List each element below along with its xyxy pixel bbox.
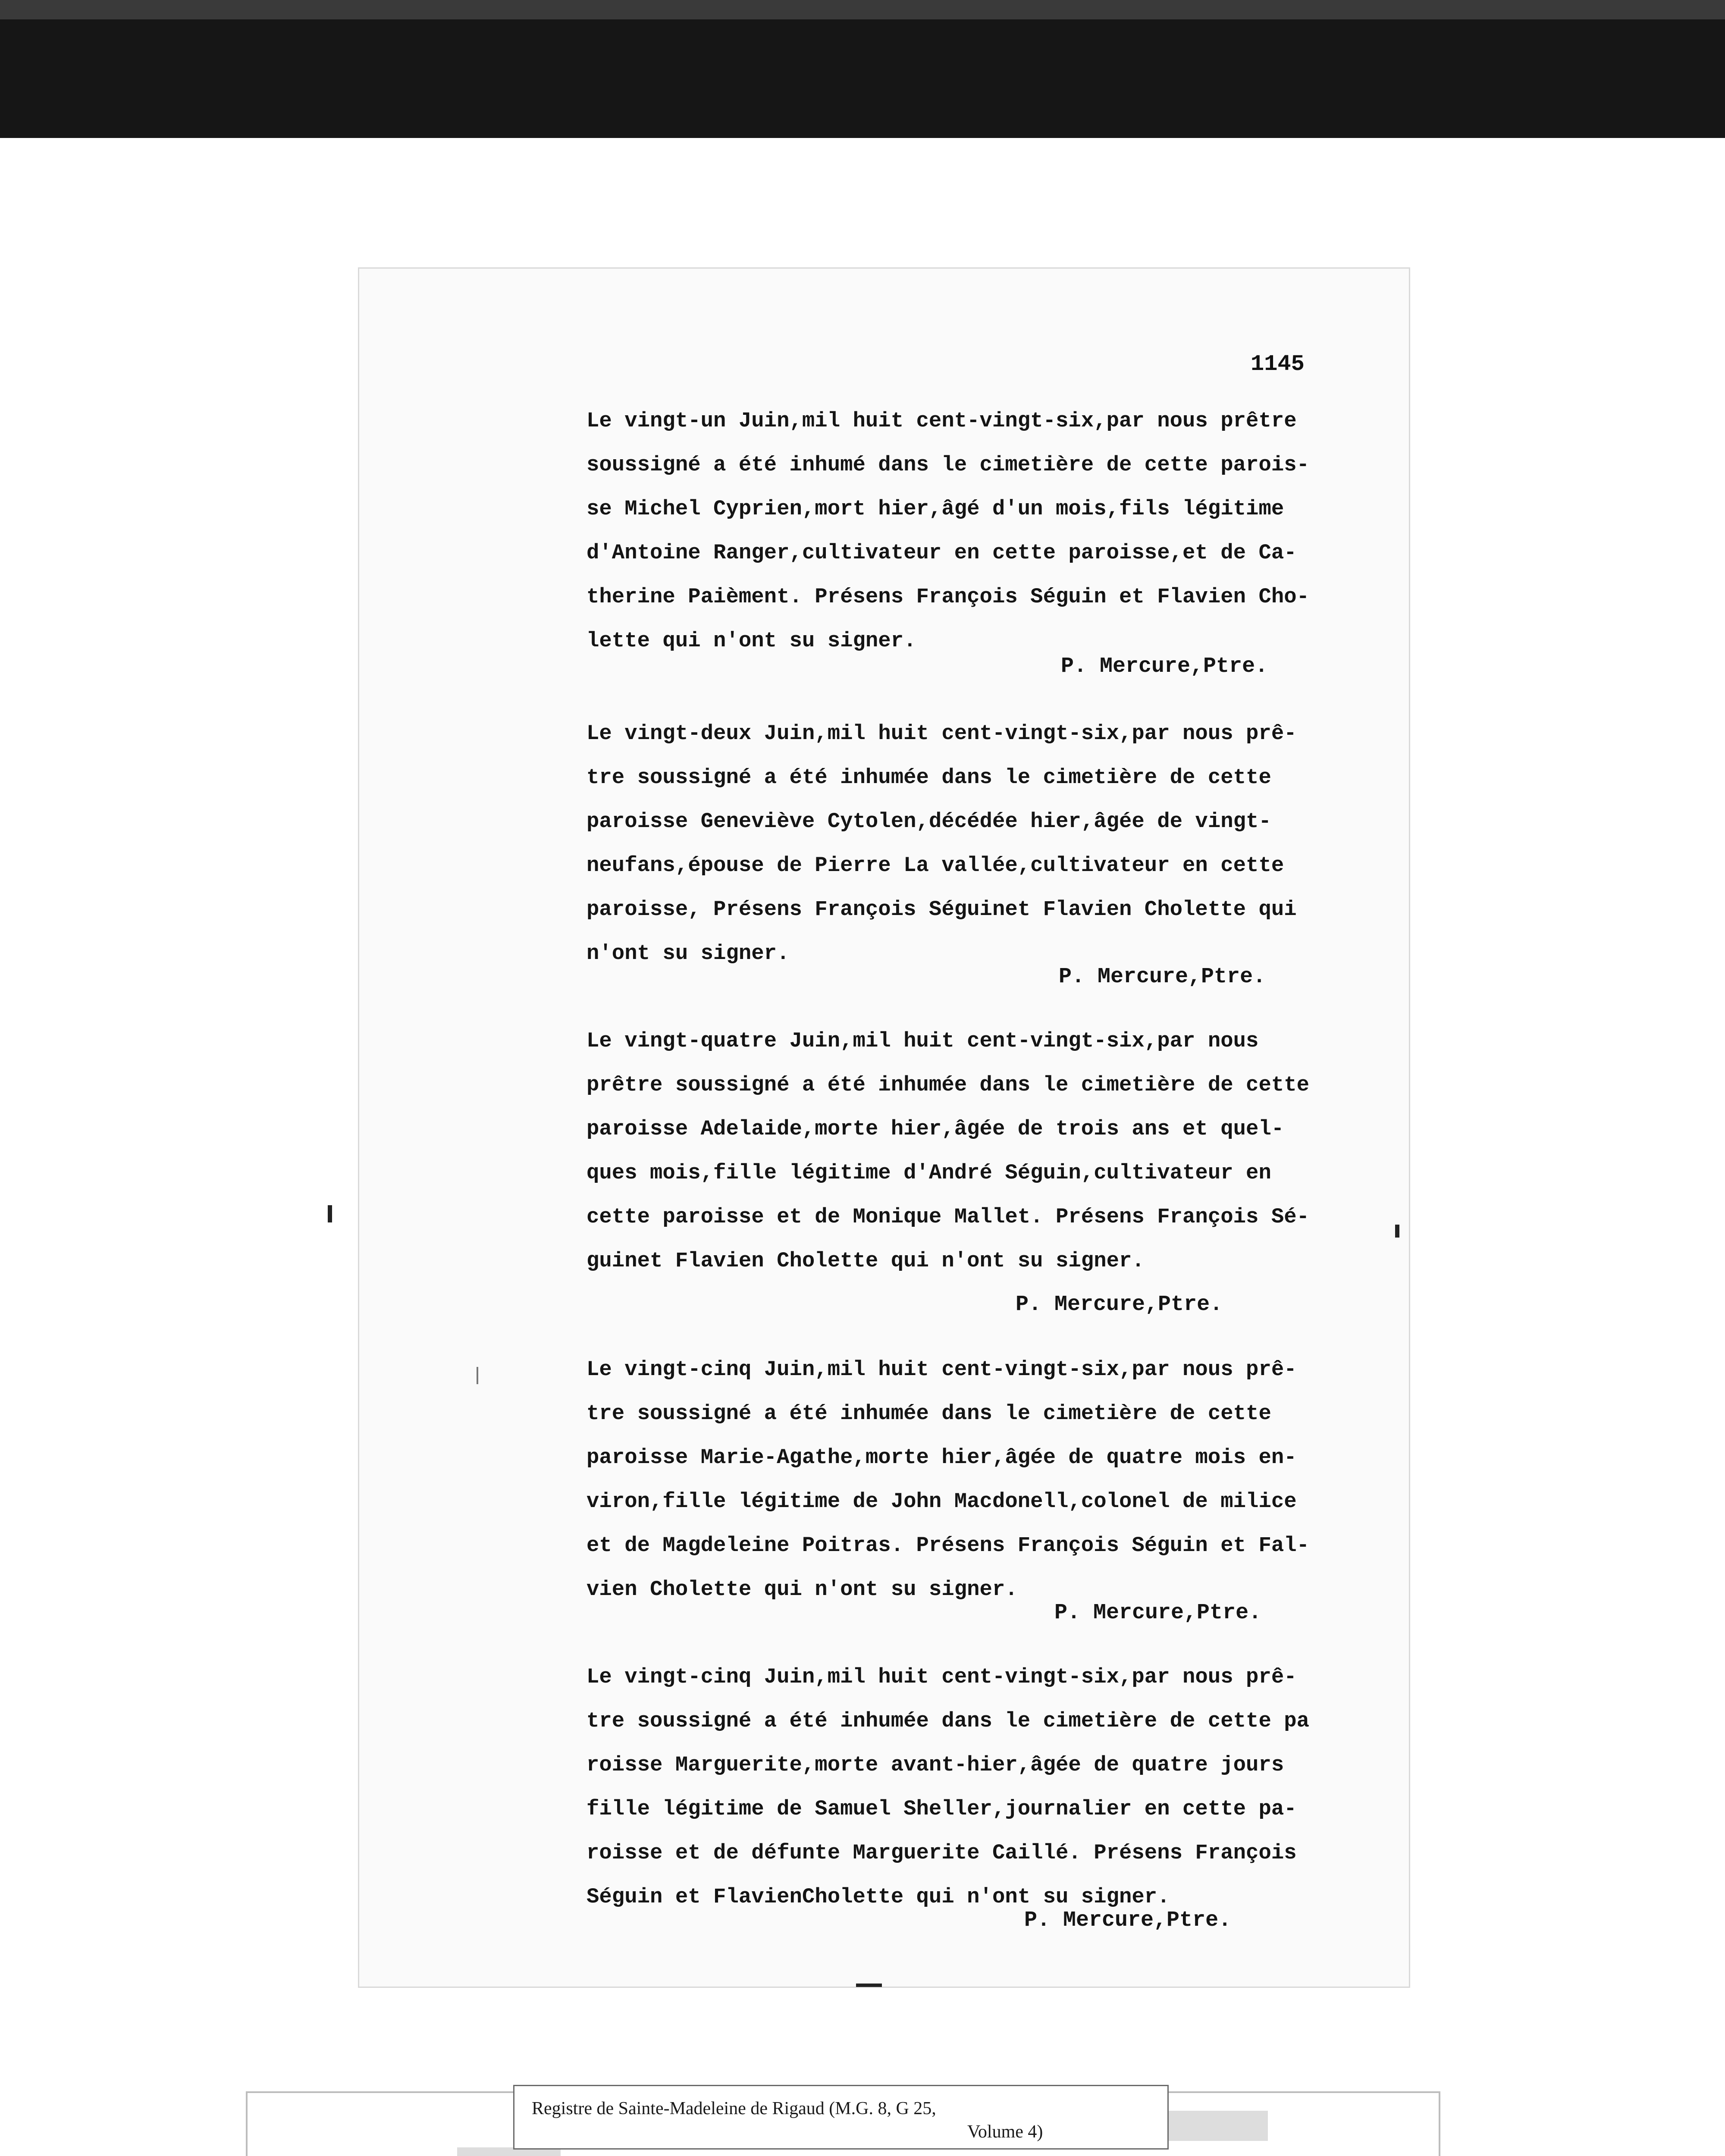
tape-mark bbox=[1160, 2111, 1268, 2141]
scan-mark bbox=[1395, 1225, 1399, 1238]
entry-2-signature: P. Mercure,Ptre. bbox=[1059, 965, 1266, 989]
entry-1-signature: P. Mercure,Ptre. bbox=[1061, 654, 1268, 679]
burial-entry-4: Le vingt-cinq Juin,mil huit cent-vingt-six,par nous prê- tre soussigné a été inhumée dans le cimetière de cette paroisse Marie-Agathe,morte hier,âgée de quatre mois en- viron,fille légitime de John Macdonell,colonel de milice et de Magdeleine Poitras. Présens François Séguin et Fal- vien Cholette qui n'ont su signer. bbox=[586, 1357, 1310, 1601]
film-edge-strip bbox=[0, 0, 1725, 19]
reference-line-1: Registre de Sainte-Madeleine de Rigaud (M.G. 8, G 25, bbox=[532, 2099, 936, 2118]
entry-5-signature: P. Mercure,Ptre. bbox=[1024, 1908, 1232, 1933]
burial-entry-3: Le vingt-quatre Juin,mil huit cent-vingt-six,par nous prêtre soussigné a été inhumée dans le cimetière de cette paroisse Adelaide,morte hier,âgée de trois ans et quel- ques mois,fille légitime d'André Séguin,cultivateur en cette paroisse et de Monique Mallet. Présens François Sé- guinet Flavien Cholette qui n'ont su signer. bbox=[586, 1029, 1310, 1273]
burial-entry-5: Le vingt-cinq Juin,mil huit cent-vingt-six,par nous prê- tre soussigné a été inhumée dans le cimetière de cette pa roisse Marguerite,morte avant-hier,âgée de quatre jours fille légitime de Samuel Sheller,journalier en cette pa- roisse et de défunte Marguerite Caillé. Présens François Séguin et FlavienCholette qui n'ont su signer. bbox=[586, 1665, 1310, 1909]
scan-mark bbox=[477, 1367, 478, 1384]
reference-label bbox=[513, 2085, 1169, 2150]
burial-entry-2: Le vingt-deux Juin,mil huit cent-vingt-six,par nous prê- tre soussigné a été inhumée dans le cimetière de cette paroisse Geneviève Cytolen,décédée hier,âgée de vingt- neufans,épouse de Pierre La vallée,cultivateur en cette paroisse, Présens François Séguinet Flavien Cholette qui n'ont su signer. bbox=[586, 721, 1297, 965]
entry-4-signature: P. Mercure,Ptre. bbox=[1054, 1601, 1262, 1625]
page-number: 1145 bbox=[1251, 351, 1305, 377]
reference-line-2: Volume 4) bbox=[967, 2122, 1043, 2142]
entry-3-signature: P. Mercure,Ptre. bbox=[1016, 1292, 1223, 1317]
scan-mark bbox=[856, 1984, 882, 1987]
burial-entry-1: Le vingt-un Juin,mil huit cent-vingt-six,par nous prêtre soussigné a été inhumé dans le cimetière de cette parois- se Michel Cyprien,mort hier,âgé d'un mois,fils légitime d'Antoine Ranger,cultivateur en cette paroisse,et de Ca- therine Paièment. Présens François Séguin et Flavien Cho- lette qui n'ont su signer. bbox=[586, 409, 1310, 653]
scan-top-border bbox=[0, 0, 1725, 138]
scan-mark bbox=[328, 1205, 332, 1222]
